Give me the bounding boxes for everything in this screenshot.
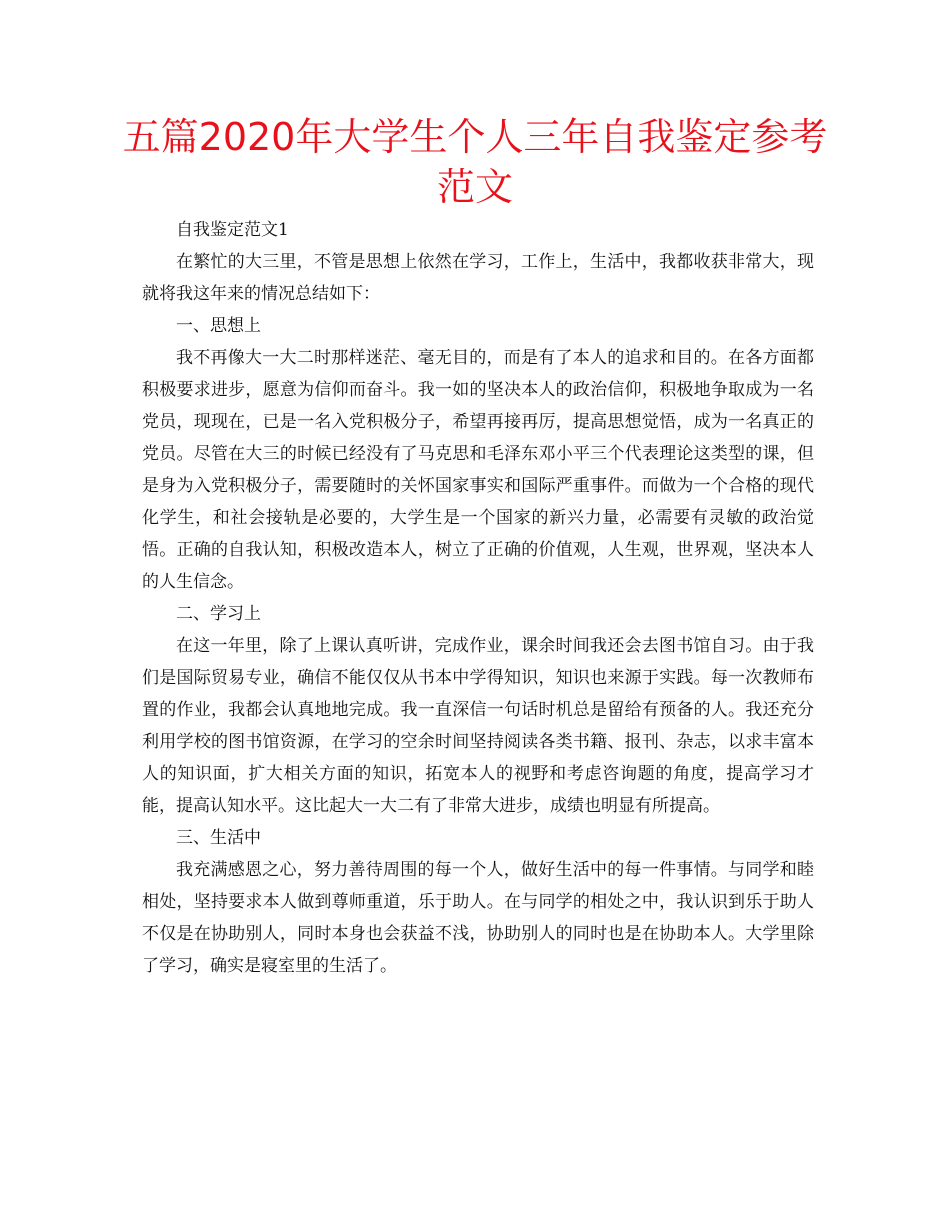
section-heading-life: 三、生活中 (176, 828, 261, 848)
section-heading-study: 二、学习上 (176, 604, 261, 624)
thought-paragraph: 我不再像大一大二时那样迷茫、毫无目的，而是有了本人的追求和目的。在各方面都积极要求进步，愿意为信仰而奋斗。我一如的坚决本人的政治信仰，积极地争取成为一名党员，现现在，已是一名入党积极分子，希望再接再厉，提高思想觉悟，成为一名真正的党员。尽管在大三的时候已经没有了马克思和毛泽东邓小平三个代表理论这类型的课，但是身为入党积极分子，需要随时的关怀国家事实和国际严重事件。而做为一个合格的现代化学生，和社会接轨是必要的，大学生是一个国家的新兴力量，必需要有灵敏的政治觉悟。正确的自我认知，积极改造本人，树立了正确的价值观，人生观，世界观，坚决本人的人生信念。 (142, 348, 814, 592)
document-body (142, 214, 814, 982)
intro-paragraph: 在繁忙的大三里，不管是思想上依然在学习，工作上，生活中，我都收获非常大，现就将我这年来的情况总结如下： (142, 252, 814, 304)
section-heading-essay-1: 自我鉴定范文1 (176, 220, 289, 240)
document-title: 五篇2020年大学生个人三年自我鉴定参考范文 (122, 115, 828, 209)
study-paragraph: 在这一年里，除了上课认真听讲，完成作业，课余时间我还会去图书馆自习。由于我们是国际贸易专业，确信不能仅仅从书本中学得知识，知识也来源于实践。每一次教师布置的作业，我都会认真地地完成。我一直深信一句话时机总是留给有预备的人。我还充分利用学校的图书馆资源，在学习的空余时间坚持阅读各类书籍、报刊、杂志，以求丰富本人的知识面，扩大相关方面的知识，拓宽本人的视野和考虑咨询题的角度，提高学习才能，提高认知水平。这比起大一大二有了非常大进步，成绩也明显有所提高。 (142, 636, 814, 816)
section-heading-thought: 一、思想上 (176, 316, 261, 336)
life-paragraph: 我充满感恩之心，努力善待周围的每一个人，做好生活中的每一件事情。与同学和睦相处，坚持要求本人做到尊师重道，乐于助人。在与同学的相处之中，我认识到乐于助人不仅是在协助别人，同时本身也会获益不浅，协助别人的同时也是在协助本人。大学里除了学习，确实是寝室里的生活了。 (142, 860, 814, 976)
